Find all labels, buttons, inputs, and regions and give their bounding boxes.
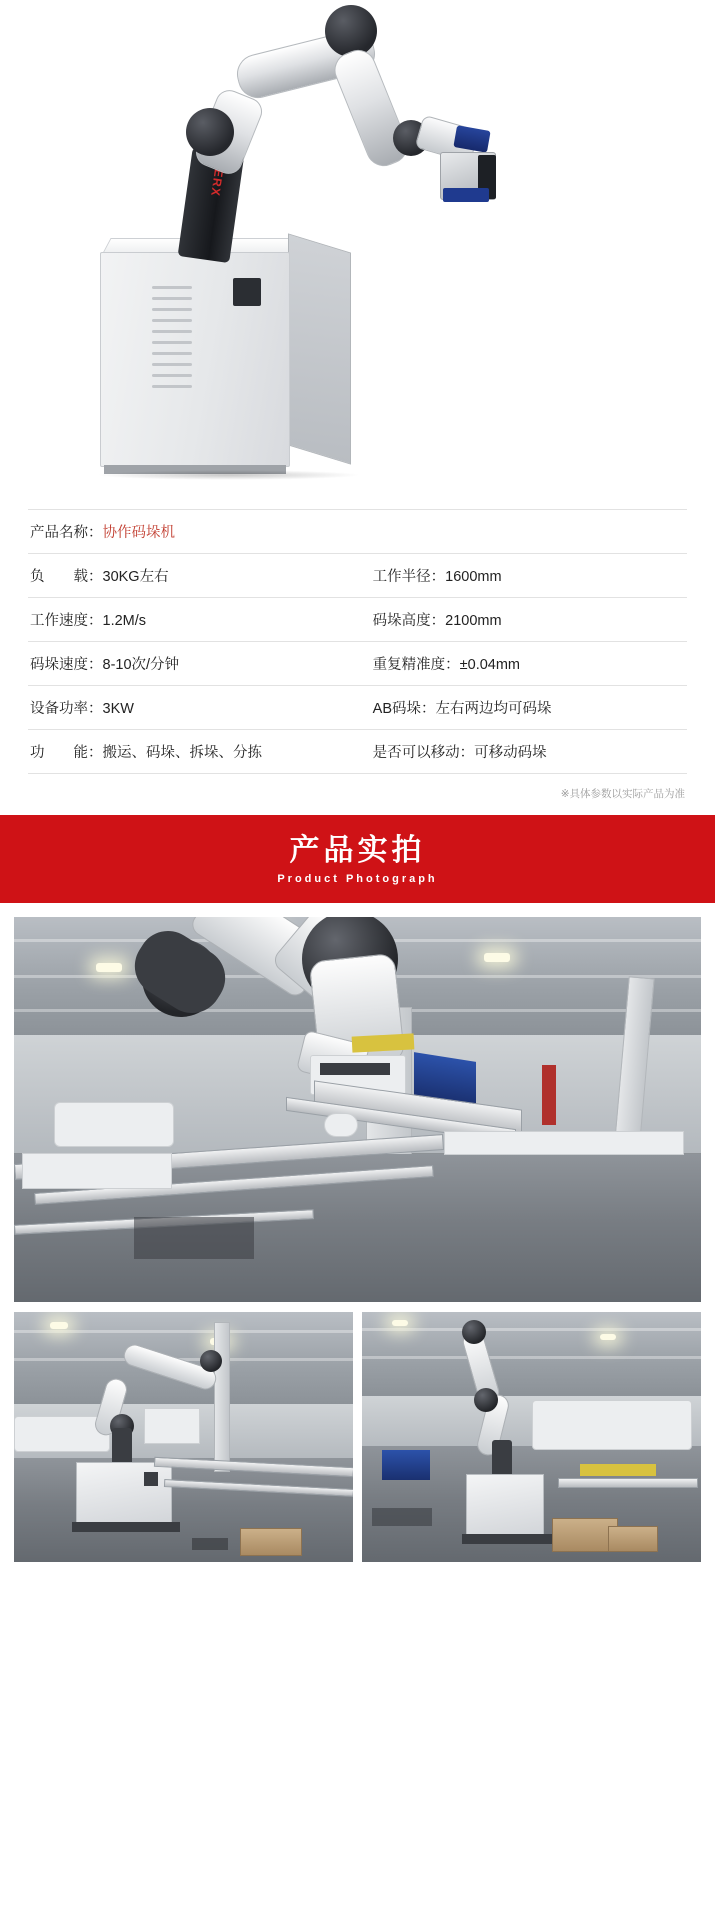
table-row	[28, 686, 687, 730]
banner-title-cn: 产品实拍	[289, 833, 426, 867]
blue-equipment	[382, 1450, 430, 1480]
spec-value: 1600mm	[445, 569, 502, 585]
cabinet-control-panel	[233, 278, 261, 306]
white-equipment	[22, 1153, 172, 1189]
spec-value: 1.2M/s	[102, 613, 147, 629]
photo-workshop-left	[14, 1312, 353, 1562]
banner-title-en: Product Photograph	[277, 872, 438, 885]
spec-label: 重复精准度：	[372, 657, 460, 673]
spec-value: 搬运、码垛、拆垛、分拣	[102, 745, 262, 761]
arm-joint-wrist	[462, 1320, 486, 1344]
conveyor-rail	[558, 1478, 698, 1488]
spec-label: 工作半径：	[372, 569, 446, 585]
photo-gallery	[0, 903, 715, 1578]
hero-product-photo	[0, 0, 715, 495]
floor-object	[372, 1508, 432, 1526]
spec-value: 3KW	[102, 701, 134, 717]
spec-cell	[371, 686, 687, 730]
tooling-suction-cup	[324, 1113, 358, 1137]
arm-joint-elbow	[325, 5, 377, 57]
spec-cell	[28, 730, 371, 774]
end-effector-blue-bar	[443, 188, 489, 202]
cabinet-base-foot	[72, 1522, 180, 1532]
photo-row	[14, 1312, 701, 1562]
specification-section	[0, 495, 715, 780]
ceiling-beam	[362, 1356, 701, 1359]
spec-cell	[371, 598, 687, 642]
spec-value: 8-10次/分钟	[102, 657, 180, 673]
cabinet-side-face	[288, 233, 351, 464]
yellow-guard-rail	[580, 1464, 656, 1476]
spec-cell	[28, 642, 371, 686]
ceiling-beam	[362, 1328, 701, 1331]
arm-joint-elbow	[200, 1350, 222, 1372]
spec-label: 码垛高度：	[372, 613, 446, 629]
spec-value: 30KG左右	[102, 569, 169, 585]
floor-object	[192, 1538, 228, 1550]
tooling-yellow-plate	[352, 1033, 415, 1052]
table-row	[28, 554, 687, 598]
ceiling-lamp	[392, 1320, 408, 1326]
cardboard-crate	[240, 1528, 302, 1556]
cabinet-ground-shadow	[96, 470, 361, 480]
spec-label: 产品名称：	[30, 525, 103, 541]
spec-cell	[371, 730, 687, 774]
spec-label: 功 能：	[30, 745, 103, 761]
structural-post	[214, 1322, 230, 1472]
spec-cell	[371, 642, 687, 686]
arm-joint-elbow	[474, 1388, 498, 1412]
table-row	[28, 510, 687, 554]
spec-value: 可移动码垛	[474, 745, 547, 761]
spec-value: 左右两边均可码垛	[435, 701, 552, 717]
spec-cell	[28, 686, 371, 730]
table-row	[28, 730, 687, 774]
red-marker	[542, 1065, 556, 1125]
spec-label: AB码垛：	[372, 701, 436, 717]
cabinet-base-foot	[462, 1534, 552, 1544]
spec-cell	[371, 554, 687, 598]
ceiling-beam	[14, 1330, 353, 1333]
spec-value: 2100mm	[445, 613, 502, 629]
background-equipment	[444, 1131, 684, 1155]
spec-cell	[28, 510, 371, 554]
cabinet-control-panel	[144, 1472, 158, 1486]
table-row	[28, 642, 687, 686]
ceiling-lamp	[50, 1322, 68, 1329]
white-equipment	[54, 1102, 174, 1147]
ceiling-lamp	[600, 1334, 616, 1340]
spec-cell	[28, 554, 371, 598]
floor-shadow	[134, 1217, 254, 1259]
cabinet-vents	[152, 286, 192, 396]
spec-cell	[28, 598, 371, 642]
specification-table	[28, 509, 687, 774]
cardboard-crate	[608, 1526, 658, 1552]
wall-panel	[144, 1408, 200, 1444]
spec-label: 是否可以移动：	[372, 745, 475, 761]
background-machine	[532, 1400, 692, 1450]
tooling-label	[320, 1063, 390, 1075]
spec-cell	[371, 510, 687, 554]
hero-illustration	[0, 0, 715, 495]
spec-value: ±0.04mm	[459, 657, 521, 673]
spec-label: 工作速度：	[30, 613, 103, 629]
photo-main-robot-arm-closeup	[14, 917, 701, 1302]
photo-workshop-right	[362, 1312, 701, 1562]
spec-label: 设备功率：	[30, 701, 103, 717]
ceiling	[362, 1312, 701, 1397]
spec-label: 负 载：	[30, 569, 103, 585]
spec-label: 码垛速度：	[30, 657, 103, 673]
spec-value: 协作码垛机	[102, 525, 175, 541]
table-row	[28, 598, 687, 642]
cabinet-front-face	[100, 252, 290, 467]
section-banner-product-photograph	[0, 815, 715, 903]
control-cabinet	[466, 1474, 544, 1536]
arm-joint-shoulder	[186, 108, 234, 156]
spec-footnote: ※具体参数以实际产品为准	[560, 788, 685, 800]
ceiling-lamp	[96, 963, 122, 972]
ceiling-lamp	[484, 953, 510, 962]
